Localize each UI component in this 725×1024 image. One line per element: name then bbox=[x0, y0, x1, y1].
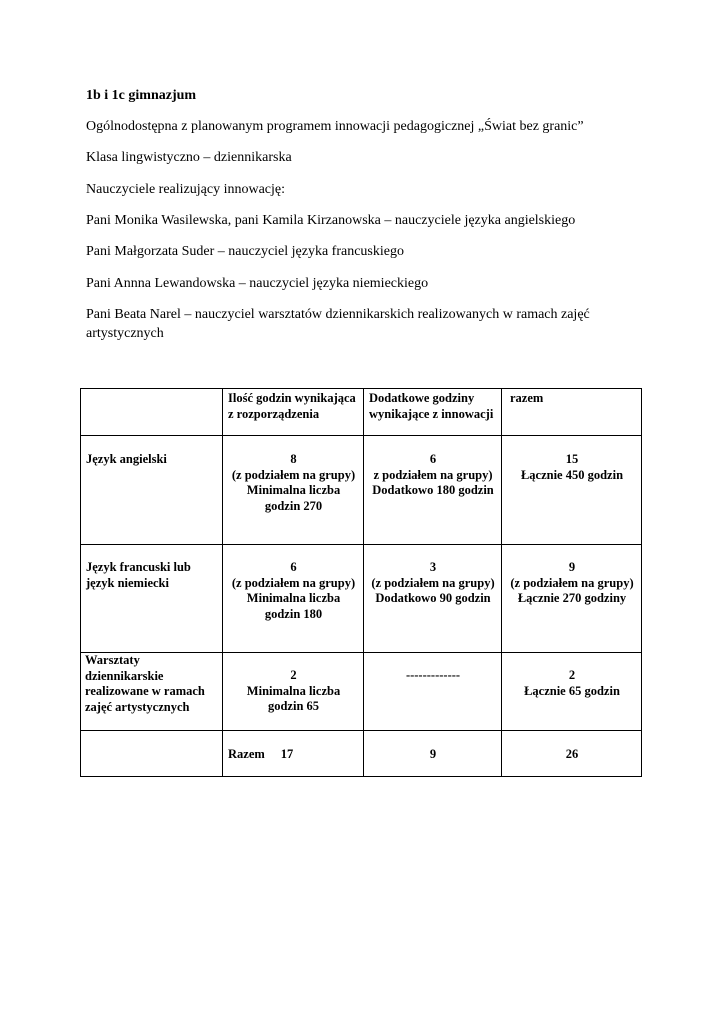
table-cell-total: 2 Łącznie 65 godzin bbox=[502, 653, 642, 731]
summary-base: 17 bbox=[280, 747, 294, 761]
table-cell-subject: Język francuski lub język niemiecki bbox=[81, 545, 223, 653]
paragraph-class-profile: Klasa lingwistyczno – dziennikarska bbox=[86, 150, 292, 165]
page-title: 1b i 1c gimnazjum bbox=[86, 88, 197, 103]
table-cell-extra: 3 (z podziałem na grupy) Dodatkowo 90 godzin bbox=[364, 545, 502, 653]
table-cell-extra: ------------- bbox=[364, 653, 502, 731]
table-cell-extra: 6 z podziałem na grupy) Dodatkowo 180 godzin bbox=[364, 436, 502, 545]
hours-table bbox=[80, 388, 642, 777]
paragraph-teacher-german: Pani Annna Lewandowska – nauczyciel języka niemieckiego bbox=[86, 276, 429, 291]
table-cell-summary-extra: 9 bbox=[364, 731, 502, 777]
paragraph-program: Ogólnodostępna z planowanym programem innowacji pedagogicznej „Świat bez granic” bbox=[86, 119, 584, 134]
table-summary-row bbox=[81, 731, 642, 777]
table-cell-total: 9 (z podziałem na grupy) Łącznie 270 godziny bbox=[502, 545, 642, 653]
table-cell-base: 8 (z podziałem na grupy) Minimalna liczba godzin 270 bbox=[223, 436, 364, 545]
table-header-row bbox=[81, 389, 642, 436]
table-row bbox=[81, 653, 642, 731]
paragraph-teacher-journalism: Pani Beata Narel – nauczyciel warsztatów dziennikarskich realizowanych w ramach zajęć artystycznych bbox=[86, 307, 590, 341]
table-cell-empty bbox=[81, 731, 223, 777]
table-cell-base: 2 Minimalna liczba godzin 65 bbox=[223, 653, 364, 731]
table-cell-subject: Warsztaty dziennikarskie realizowane w ramach zajęć artystycznych bbox=[81, 653, 223, 731]
table-cell-subject: Język angielski bbox=[81, 436, 223, 545]
table-cell-summary-total: 26 bbox=[502, 731, 642, 777]
table-header-cell bbox=[81, 389, 223, 436]
table-header-cell: Ilość godzin wynikająca z rozporządzenia bbox=[223, 389, 364, 436]
paragraph-teacher-english: Pani Monika Wasilewska, pani Kamila Kirzanowska – nauczyciele języka angielskiego bbox=[86, 213, 576, 228]
table-header-cell: razem bbox=[502, 389, 642, 436]
table-cell-base: 6 (z podziałem na grupy) Minimalna liczba godzin 180 bbox=[223, 545, 364, 653]
table-row bbox=[81, 545, 642, 653]
table-cell-total: 15 Łącznie 450 godzin bbox=[502, 436, 642, 545]
table-header-cell: Dodatkowe godziny wynikające z innowacji bbox=[364, 389, 502, 436]
summary-label: Razem bbox=[228, 747, 265, 761]
table-row bbox=[81, 436, 642, 545]
paragraph-teacher-french: Pani Małgorzata Suder – nauczyciel języka francuskiego bbox=[86, 244, 404, 259]
table-cell-summary bbox=[223, 731, 364, 777]
paragraph-teachers-intro: Nauczyciele realizujący innowację: bbox=[86, 182, 285, 197]
